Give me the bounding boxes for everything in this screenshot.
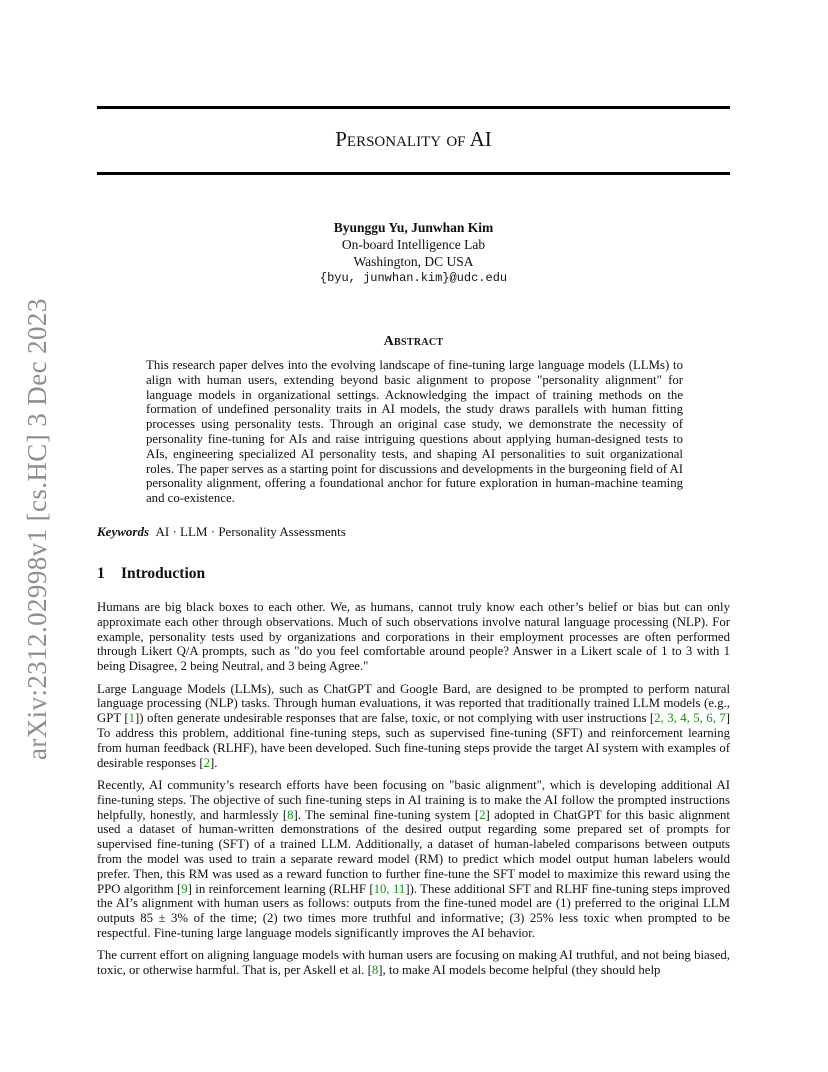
citation-link[interactable]: 1 [128, 711, 136, 726]
citation-link[interactable]: 2 [479, 807, 486, 822]
citation-link[interactable]: 9 [181, 881, 188, 896]
paragraph-3-text: ] in reinforcement learning (RLHF [ [187, 881, 374, 896]
section-heading [97, 565, 205, 583]
title-rest: ersonality of AI [346, 127, 492, 151]
author-block [97, 219, 730, 287]
section-body [97, 600, 730, 986]
author-email: {byu, junwhan.kim}@udc.edu [319, 271, 508, 285]
keywords-line [97, 524, 346, 540]
paragraph-2-text: ]. [210, 755, 218, 770]
paragraph-1: Humans are big black boxes to each other. We, as humans, cannot truly know each other’s belief or bias but can only approximate each other through observations. Much of such observations involve natural language processing (NLP). For example, personality tests used by organizations and corporations in their employment processes are often performed through Likert Q/A prompts, such as "do you feel comfortable around people? Answer in a Likert scale of 1 to 3 with 1 being Disagree, 2 being Neutral, and 3 being Agree." [97, 600, 730, 674]
paragraph-3-text: ]). These additional SFT and RLHF fine-tuning steps improved the AI’s alignment with human users as follows: outputs from the fine-tuned model are (1) preferred to the original LLM outputs 85 ± 3% of the time; (2) two times more truthful and informative; (3) 25% less toxic when prompted to be respectful. Fine-tuning large language models significantly improves the AI behavior. [97, 881, 730, 940]
paragraph-4 [97, 948, 730, 978]
title-rule-bottom [97, 172, 730, 175]
author-affiliation: On-board Intelligence Lab [341, 237, 486, 252]
section-number: 1 [97, 565, 105, 582]
paragraph-4-text: ], to make AI models become helpful (they should help [378, 963, 661, 978]
paragraph-3-text: ]. The seminal fine-tuning system [ [293, 807, 480, 822]
arxiv-identifier-stamp: arXiv:2312.02998v1 [cs.HC] 3 Dec 2023 [22, 298, 52, 760]
paragraph-3 [97, 778, 730, 941]
abstract-text: This research paper delves into the evolving landscape of fine-tuning large language models (LLMs) to align with human users, extending beyond basic alignment to propose "personality alignment" for language models in organizational settings. Acknowledging the impact of training methods on the formation of undefined personality traits in AI models, the study draws parallels with human fitting processes using personality tests. Through an original case study, we demonstrate the necessity of personality fine-tuning for AIs and raise intriguing questions about applying human-designed tests to AIs, engineering specialized AI personality tests, and shaping AI personalities to suit organizational roles. The paper serves as a starting point for discussions and developments in the burgeoning field of AI personality alignment, offering a foundational anchor for future exploration in human-machine teaming and co-existence. [146, 358, 683, 506]
paragraph-2-text: ] To address this problem, additional fine-tuning steps, such as supervised fine-tuning (SFT) and reinforcement learning from human feedback (RLHF), have been developed. Such fine-tuning steps provide the target AI system with examples of desirable responses [ [97, 711, 730, 770]
paragraph-3-text: Recently, AI community’s research efforts have been focusing on "basic alignment", which is developing additional AI fine-tuning steps. The objective of such fine-tuning steps in AI training is to make the AI follow the prompted instructions helpfully, honestly, and harmlessly [ [97, 777, 730, 822]
section-title: Introduction [121, 565, 206, 582]
paper-title [97, 127, 730, 152]
author-names: Byunggu Yu, Junwhan Kim [333, 220, 494, 235]
paragraph-4-text: The current effort on aligning language models with human users are focusing on making AI truthful, and not being biased, toxic, or otherwise harmful. That is, per Askell et al. [ [97, 948, 730, 978]
citation-link[interactable]: 2 [203, 755, 211, 770]
paragraph-2 [97, 682, 730, 771]
keywords-text: AI · LLM · Personality Assessments [155, 524, 346, 539]
abstract-heading: Abstract [383, 334, 444, 349]
title-rule-top [97, 106, 730, 109]
paragraph-2-text: Large Language Models (LLMs), such as ChatGPT and Google Bard, are designed to be prompted to perform natural language processing (NLP) tasks. Through human evaluations, it was reported that traditionally trained LLM models (e.g., GPT [ [97, 681, 730, 726]
paragraph-3-text: ] adopted in ChatGPT for this basic alignment used a dataset of human-written demonstrations of the desired output regarding some prepared set of prompts for supervised fine-tuning (SFT) of a trained LLM. Additionally, a dataset of human-labeled comparisons between outputs from the model was used to train a separate reward model (RM) to predict which model output human labelers would prefer. Then, this RM was used as a reward function to further fine-tune the SFT model to maximize this reward using the PPO algorithm [ [97, 807, 730, 896]
citation-link[interactable]: 2, 3, 4, 5, 6, 7 [654, 711, 726, 726]
paragraph-2-text: ]) often generate undesirable responses that are false, toxic, or not complying with user instructions [ [135, 711, 655, 726]
citation-link[interactable]: 8 [371, 963, 379, 978]
citation-link[interactable]: 8 [287, 807, 294, 822]
keywords-label: Keywords [97, 524, 149, 539]
citation-link[interactable]: 10, 11 [373, 881, 406, 896]
title-initial: P [335, 127, 347, 151]
author-location: Washington, DC USA [353, 254, 474, 269]
